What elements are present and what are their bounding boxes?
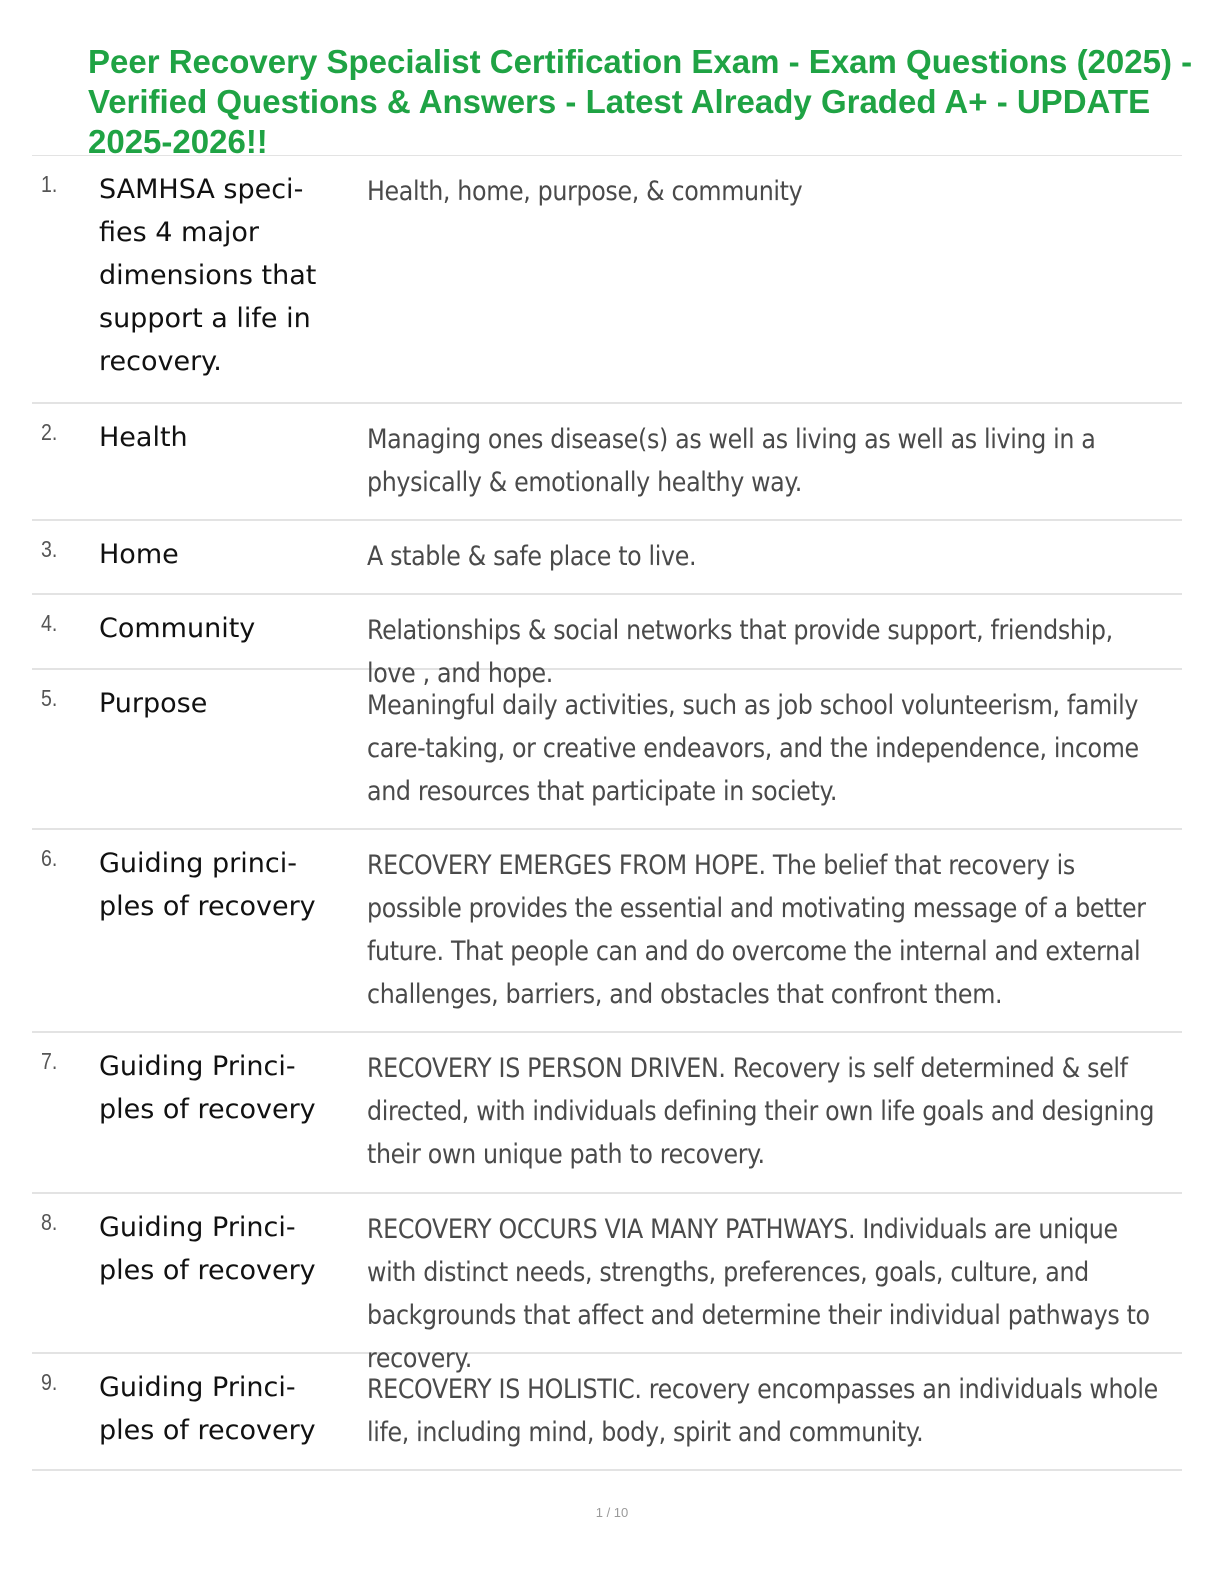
item-definition: Managing ones disease(s) as well as living as well as living in a physically & emotionally healthy way. [367, 424, 1096, 498]
qa-item [32, 521, 1182, 595]
item-definition: Meaningful daily activities, such as job school volunteerism, family care-taking, or creative endeavors, and the independence, income and resources that participate in society. [367, 690, 1139, 807]
item-term: Home [99, 539, 179, 570]
item-definition: RECOVERY IS HOLISTIC. recovery encompasses an individuals whole life, including mind, body, spirit and community. [367, 1374, 1158, 1448]
item-term: Health [99, 422, 188, 453]
item-number: 5. [41, 685, 58, 711]
item-number: 1. [41, 171, 58, 197]
qa-item [32, 1033, 1182, 1194]
item-number: 8. [41, 1209, 58, 1235]
item-definition: Health, home, purpose, & community [367, 176, 803, 207]
item-number: 6. [41, 845, 58, 871]
qa-item [32, 156, 1182, 404]
item-term: Guiding Princi- ples of recovery [99, 1212, 316, 1286]
qa-item [32, 830, 1182, 1033]
page-indicator: 1 / 10 [595, 1505, 629, 1520]
item-definition: RECOVERY OCCURS VIA MANY PATHWAYS. Individuals are unique with distinct needs, strengths, preferences, goals, culture, and backgrounds that affect and determine their individual pathways to recovery. [367, 1214, 1150, 1374]
item-definition: Relationships & social networks that provide support, friendship, love , and hope. [367, 615, 1113, 689]
item-term: Guiding Princi- ples of recovery [99, 1372, 316, 1446]
item-number: 2. [41, 419, 58, 445]
item-term: SAMHSA speci- fies 4 major dimensions that support a life in recovery. [99, 174, 317, 377]
item-term: Guiding Princi- ples of recovery [99, 1051, 316, 1125]
item-term: Guiding princi- ples of recovery [99, 848, 316, 922]
item-number: 4. [41, 610, 58, 636]
item-term: Community [99, 613, 256, 644]
item-number: 3. [41, 536, 58, 562]
qa-item [32, 670, 1182, 830]
qa-item [32, 1354, 1182, 1471]
qa-list [32, 155, 1182, 1471]
item-definition: RECOVERY IS PERSON DRIVEN. Recovery is self determined & self directed, with individuals defining their own life goals and designing their own unique path to recovery. [367, 1053, 1155, 1170]
item-number: 7. [41, 1048, 58, 1074]
item-number: 9. [41, 1369, 58, 1395]
qa-item [32, 595, 1182, 689]
item-definition: A stable & safe place to live. [367, 541, 697, 572]
qa-item [32, 1194, 1182, 1374]
item-term: Purpose [99, 688, 208, 719]
qa-item [32, 404, 1182, 521]
document-title: Peer Recovery Specialist Certification Exam - Exam Questions (2025) - Verified Questions & Answers - Latest Already Graded A+ - UPDATE 2025-2026!! [88, 43, 1193, 160]
item-definition: RECOVERY EMERGES FROM HOPE. The belief that recovery is possible provides the essential and motivating message of a better future. That people can and do overcome the internal and external challenges, barriers, and obstacles that confront them. [367, 850, 1146, 1010]
